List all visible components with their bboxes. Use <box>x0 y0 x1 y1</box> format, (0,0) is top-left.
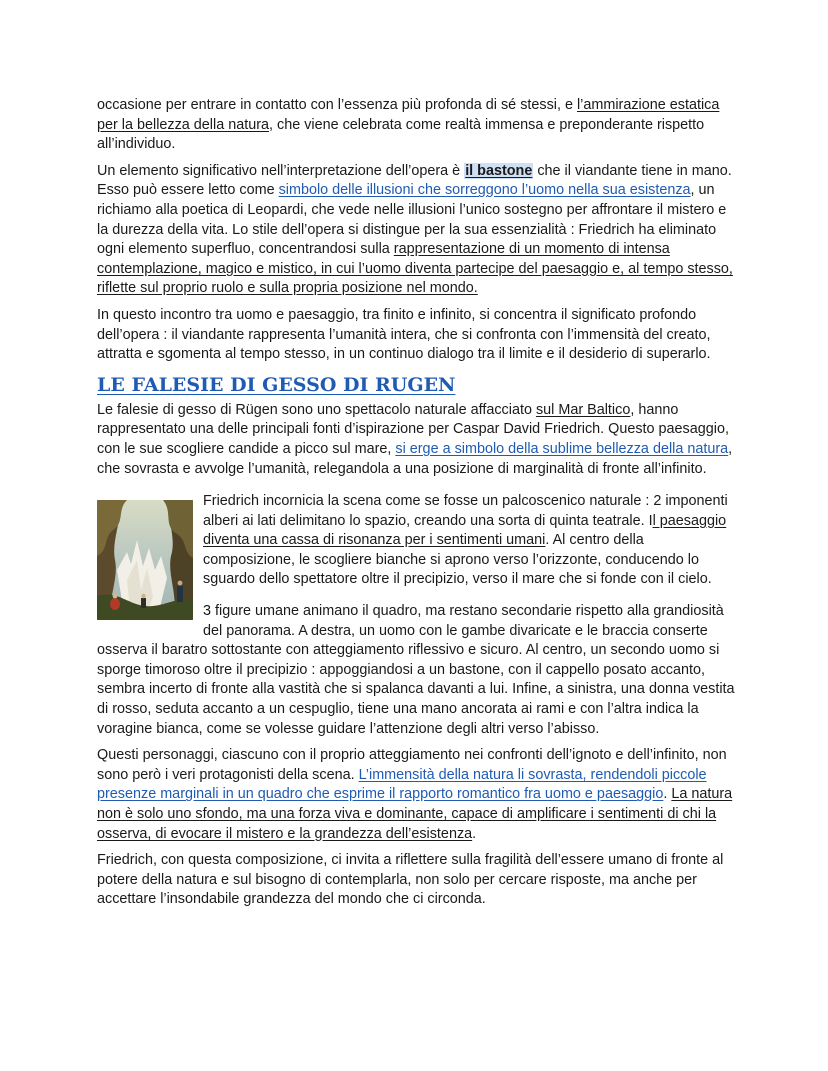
text: che il viandante tiene in mano. Esso può essere letto come <box>97 162 732 199</box>
text: In questo incontro tra uomo e paesaggio, tra finito e infinito, si concentra il significato profondo dell’opera : il viandante rappresenta l’umanità intera, che si confronta con l’immensità del creato, attratta e sgomenta al tempo stesso, in un continuo dialogo tra il limite e il desiderio di superarlo. <box>97 306 711 363</box>
paragraph-5 <box>97 486 737 590</box>
paragraph-7 <box>97 746 737 844</box>
underlined-text: La natura non è solo uno sfondo, ma una forza viva e dominante, capace di amplificare i sentimenti di chi la osserva, di evocare il mistero e la grandezza dell’esistenza <box>97 786 733 842</box>
text: , che viene celebrata come realtà immensa e preponderante rispetto all’individuo. <box>97 116 705 153</box>
paragraph-2 <box>97 162 737 299</box>
paragraph-6 <box>97 597 737 739</box>
text: occasione per entrare in contatto con l’essenza più profonda di sé stessi, e <box>97 97 577 113</box>
paragraph-8 <box>97 851 737 910</box>
text: . Al centro della composizione, le scogliere bianche si aprono verso l’orizzonte, conducendo lo sguardo dello spettatore oltre il precipizio, verso il mare che si fonde con il cielo. <box>203 532 712 588</box>
paragraph-3 <box>97 306 737 365</box>
underlined-text: sul Mar Baltico <box>535 401 631 418</box>
document-body <box>97 96 737 917</box>
underlined-text: l’ammirazione estatica per la bellezza della natura <box>97 97 720 133</box>
figure-block <box>97 486 737 746</box>
section-heading: LE FALESIE DI GESSO DI RUGEN <box>97 373 456 396</box>
text: , che sovrasta e avvolge l’umanità, relegandola a una posizione di marginalità di fronte all’infinito. <box>97 440 733 477</box>
text: , hanno rappresentato una delle principali fonti d’ispirazione per Caspar David Friedrich. Questo paesaggio, con le sue scogliere candide a picco sul mare, <box>97 401 729 457</box>
text: Friedrich, con questa composizione, ci invita a riflettere sulla fragilità dell’essere umano di fronte al potere della natura e sul bisogno di contemplarla, non solo per cercare risposte, ma anche per accettare l’insondabile grandezza del mondo che ci circonda. <box>97 852 724 908</box>
linked-text[interactable]: L’immensità della natura li sovrasta, rendendoli piccole presenze marginali in un quadro che esprime il rapporto romantico fra uomo e paesaggio <box>97 766 707 803</box>
linked-text[interactable]: si erge a simbolo della sublime bellezza della natura <box>395 440 729 457</box>
text: 3 figure umane animano il quadro, ma restano secondarie rispetto alla grandiosità del panorama. A destra, un uomo con le gambe divaricate e le braccia conserte osserva il baratro sottostante con atteggiamento riflessivo e sicuro. Al centro, un secondo uomo si sporge timoroso oltre il precipizio : appoggiandosi a un bastone, con il cappello posato accanto, sembra incerto di fronte alla vastità che si spalanca davanti a lui. Infine, a sinistra, una donna vestita di rosso, seduta accanto a un cespuglio, tiene una mano ancorata ai rami e con l’altra indica la voragine bianca, come se volesse guidare l’attenzione degli altri verso l’abisso. <box>97 603 735 737</box>
text: Un elemento significativo nell’interpretazione dell’opera è <box>97 162 465 179</box>
text: . <box>663 786 672 803</box>
underlined-text: l paesaggio diventa una cassa di risonanza per i sentimenti umani <box>203 512 727 549</box>
linked-text[interactable]: simbolo delle illusioni che sorreggono l’uomo nella sua esistenza <box>278 182 691 199</box>
text: Friedrich incornicia la scena come se fosse un palcoscenico naturale : 2 imponenti alberi ai lati delimitano lo spazio, creando una sorta di quinta teatrale. I <box>203 493 728 529</box>
underlined-text: rappresentazione di un momento di intensa contemplazione, magico e mistico, in cui l’uomo diventa partecipe del paesaggio e, al tempo stesso, riflette sul proprio ruolo e sulla propria posizione nel mondo. <box>97 241 733 297</box>
text: Le falesie di gesso di Rügen sono uno spettacolo naturale affacciato <box>97 401 536 418</box>
painting-thumbnail-icon <box>97 500 193 620</box>
text: Questi personaggi, ciascuno con il proprio atteggiamento nei confronti dell’ignoto e dell’infinito, non sono però i veri protagonisti della scena. <box>97 747 727 783</box>
text: . <box>472 825 477 842</box>
paragraph-1 <box>97 96 737 155</box>
highlighted-bold-text: il bastone <box>465 162 533 179</box>
paragraph-4 <box>97 401 737 479</box>
text: , un richiamo alla poetica di Leopardi, che vede nelle illusioni l’unico sostegno per affrontare il mistero e la durezza della vita. Lo stile dell’opera si distingue per la sua essenzialità : Friedrich ha eliminato ogni elemento superfluo, concentrandosi sulla <box>97 182 727 258</box>
